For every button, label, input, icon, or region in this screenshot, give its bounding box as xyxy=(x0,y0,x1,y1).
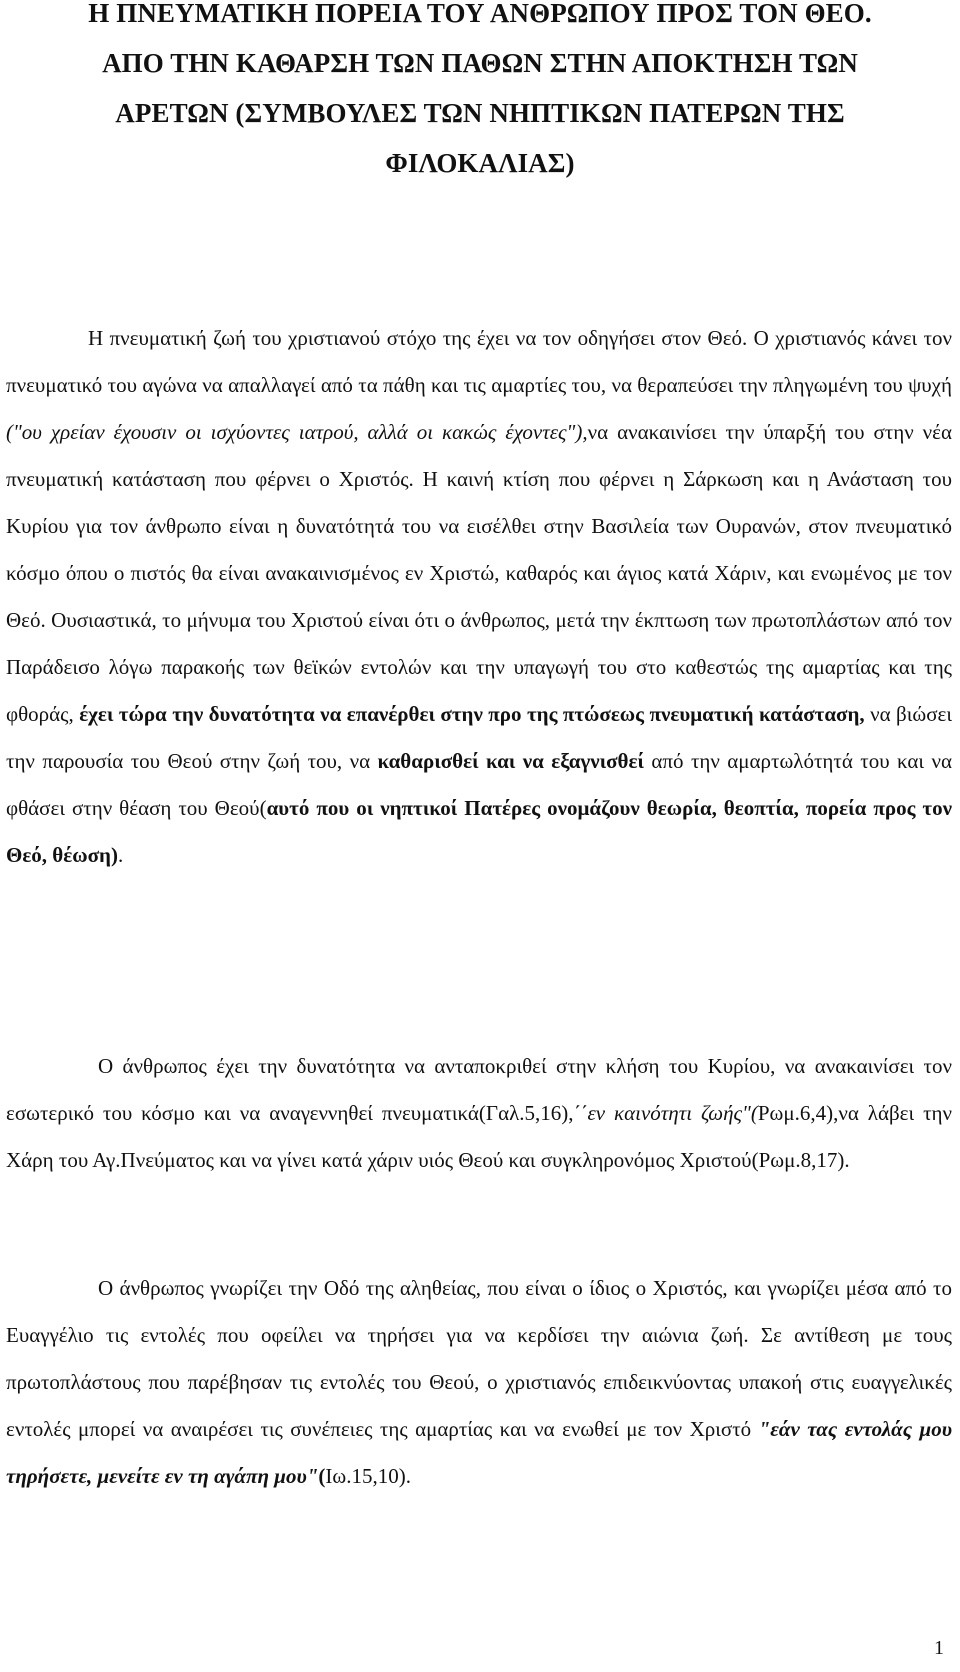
p1-text-3: να βιώσει την παρουσία του Θεού στην ζωή του, να xyxy=(6,702,952,773)
paragraph-2 xyxy=(6,1043,952,1184)
p3-quote-bold-italic: "εάν τας εντολάς μου τηρήσετε, μενείτε εν τη αγάπη μου" xyxy=(6,1417,952,1488)
p1-bold-2: καθαρισθεί και να εξαγνισθεί xyxy=(377,749,644,773)
paragraph-1 xyxy=(6,315,952,879)
p2-text-2: Ρωμ.6,4),να λάβει την Χάρη του Αγ.Πνεύματος και να γίνει κατά χάριν υιός Θεού και συγκληρονόμος Χριστού(Ρωμ.8,17). xyxy=(6,1101,952,1172)
paragraph-3 xyxy=(6,1265,952,1500)
title-line-1: Η ΠΝΕΥΜΑΤΙΚΗ ΠΟΡΕΙΑ ΤΟΥ ΑΝΘΡΩΠΟΥ ΠΡΟΣ ΤΟΝ ΘΕΟ. xyxy=(88,0,872,28)
p1-quote-italic: ("ου χρείαν έχουσιν οι ισχύοντες ιατρού, αλλά οι κακώς έχοντες"), xyxy=(6,420,588,444)
p1-bold-3: αυτό που οι νηπτικοί Πατέρες ονομάζουν θεωρία, θεοπτία, πορεία προς τον Θεό, θέωση) xyxy=(6,796,952,867)
p1-bold-1: έχει τώρα την δυνατότητα να επανέρθει στην προ της πτώσεως πνευματική κατάσταση, xyxy=(79,702,865,726)
p2-text-1: Ο άνθρωπος έχει την δυνατότητα να ανταποκριθεί στην κλήση του Κυρίου, να ανακαινίσει τον εσωτερικό του κόσμο και να αναγεννηθεί πνευματικά(Γαλ.5,16), xyxy=(6,1054,952,1125)
title-line-4: ΦΙΛΟΚΑΛΙΑΣ) xyxy=(385,148,575,178)
p3-bold-paren: ( xyxy=(318,1464,326,1488)
p1-text-2: να ανακαινίσει την ύπαρξή του στην νέα πνευματική κατάσταση που φέρνει ο Χριστός. Η καινή κτίση που φέρνει η Σάρκωση και η Ανάσταση του Κυρίου για τον άνθρωπο είναι η δυνατότητά του να εισέλθει στην Βασιλεία των Ουρανών, στον πνευματικό κόσμο όπου ο πιστός θα είναι ανακαινισμένος εν Χριστώ, καθαρός και άγιος κατά Χάριν, και ενωμένος με τον Θεό. Ουσιαστικά, το μήνυμα του Χριστού είναι ότι ο άνθρωπος, μετά την έκπτωση των πρωτοπλάστων από τον Παράδεισο λόγω παρακοής των θεϊκών εντολών και την υπαγωγή του στο καθεστώς της αμαρτίας και της φθοράς, xyxy=(6,420,952,726)
p2-quote-italic: ΄΄εν καινότητι ζωής"( xyxy=(573,1101,758,1125)
page-number: 1 xyxy=(934,1637,944,1659)
p1-text-5: . xyxy=(117,843,124,867)
p3-text-2: Ιω.15,10). xyxy=(325,1464,411,1488)
title-line-3: ΑΡΕΤΩΝ (ΣΥΜΒΟΥΛΕΣ ΤΩΝ ΝΗΠΤΙΚΩΝ ΠΑΤΕΡΩΝ ΤΗΣ xyxy=(115,98,845,128)
p1-text-4: από την αμαρτωλότητά του και να φθάσει στην θέαση του Θεού( xyxy=(6,749,952,820)
document-title xyxy=(0,0,960,188)
p1-text-1: Η πνευματική ζωή του χριστιανού στόχο της έχει να τον οδηγήσει στον Θεό. Ο χριστιανός κάνει τον πνευματικό του αγώνα να απαλλαγεί από τα πάθη και τις αμαρτίες του, να θεραπεύσει την πληγωμένη του ψυχή xyxy=(6,326,952,397)
p3-text-1: Ο άνθρωπος γνωρίζει την Οδό της αληθείας, που είναι ο ίδιος ο Χριστός, και γνωρίζει μέσα από το Ευαγγέλιο τις εντολές που οφείλει να τηρήσει για να κερδίσει την αιώνια ζωή. Σε αντίθεση με τους πρωτοπλάστους που παρέβησαν τις εντολές του Θεού, ο χριστιανός επιδεικνύοντας υπακοή στις ευαγγελικές εντολές μπορεί να αναιρέσει τις συνέπειες της αμαρτίας και να ενωθεί με τον Χριστό xyxy=(6,1276,952,1441)
title-line-2: ΑΠΟ ΤΗΝ ΚΑΘΑΡΣΗ ΤΩΝ ΠΑΘΩΝ ΣΤΗΝ ΑΠΟΚΤΗΣΗ ΤΩΝ xyxy=(102,48,858,78)
